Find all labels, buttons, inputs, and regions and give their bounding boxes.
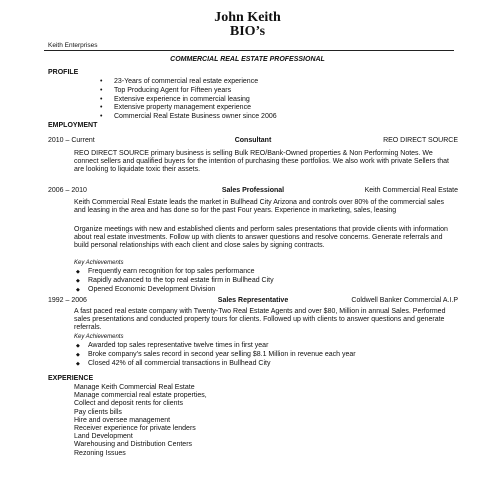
job-description: A fast paced real estate company with Twenty-Two Real Estate Agents and over $80, Million in annual Sales. Performed sales presentations and conducted property tours for clients. Followed up with clients to answer questions and generate referrals.	[74, 308, 446, 332]
experience-heading: EXPERIENCE	[48, 375, 94, 382]
profile-list	[100, 78, 277, 122]
list-item: • Top Producing Agent for Fifteen years	[100, 87, 277, 96]
job-organization: Keith Commercial Real Estate	[364, 187, 458, 194]
employment-heading: EMPLOYMENT	[48, 122, 98, 129]
job-dates: 2010 – Current	[48, 137, 95, 144]
job-description: Organize meetings with new and established clients and perform sales presentations that provide clients with information about real estate investments. Follow up with clients to answer questions and resolve concerns. Generate referrals and build personal relationships with each client and close sales by signing contracts.	[74, 226, 448, 250]
job-header	[48, 137, 458, 146]
list-item: Hire and oversee management	[74, 416, 171, 424]
job-description: REO DIRECT SOURCE primary business is selling Bulk REO/Bank-Owned properties & Non Performing Notes. We connect sellers and qualified buyers for the intention of purchasing these portfolios. We also work with private Sellers that are looking to liquidate toxic their assets.	[74, 150, 449, 174]
list-item: • Commercial Real Estate Business owner since 2006	[100, 113, 277, 122]
profile-heading: PROFILE	[48, 69, 79, 76]
list-item: Rezoning Issues	[74, 449, 126, 457]
list-item: Manage Keith Commercial Real Estate	[74, 384, 195, 391]
list-item: ◆ Closed 42% of all commercial transactions in Bullhead City	[76, 360, 356, 369]
job-organization: Coldwell Banker Commercial A.I.P	[351, 297, 458, 304]
professional-headline: COMMERCIAL REAL ESTATE PROFESSIONAL	[170, 56, 325, 63]
job-description: Keith Commercial Real Estate leads the market in Bullhead City Arizona and controls over 80% of the commercial sales and leasing in the area and has done so for the past Four years. Experience in marketing, sales, leasing	[74, 199, 445, 215]
list-item: Warehousing and Distribution Centers	[74, 441, 193, 449]
list-item: • 23-Years of commercial real estate experience	[100, 78, 277, 87]
job-title: Sales Representative	[217, 297, 289, 304]
job-header	[48, 187, 458, 196]
list-item: ◆ Frequently earn recognition for top sales performance	[76, 268, 274, 277]
achievements-list	[76, 342, 356, 368]
header-divider	[44, 50, 454, 51]
company-name: Keith Enterprises	[48, 42, 98, 49]
list-item: Receiver experience for private lenders	[74, 425, 196, 433]
job-dates: 2006 – 2010	[48, 187, 87, 194]
job-dates: 1992 – 2006	[48, 297, 87, 304]
list-item: • Extensive experience in commercial leasing	[100, 96, 277, 105]
list-item: • Extensive property management experience	[100, 104, 277, 113]
job-title: Sales Professional	[221, 187, 285, 194]
list-item: ◆ Awarded top sales representative twelve times in first year	[76, 342, 356, 351]
job-organization: REO DIRECT SOURCE	[383, 137, 458, 144]
achievements-list	[76, 268, 274, 294]
list-item: Land Development	[74, 433, 133, 441]
list-item: Pay clients bills	[74, 408, 122, 416]
job-title: Consultant	[234, 137, 272, 144]
key-achievements-label: Key Achievements	[74, 334, 124, 340]
list-item: ◆ Rapidly advanced to the top real estate firm in Bullhead City	[76, 277, 274, 286]
list-item: Collect and deposit rents for clients	[74, 400, 183, 408]
experience-list	[74, 384, 207, 458]
list-item: Manage commercial real estate properties,	[74, 392, 207, 400]
document-subtitle: BIO’s	[229, 24, 266, 39]
job-header	[48, 297, 458, 306]
person-name: John Keith	[214, 10, 281, 25]
list-item: ◆ Opened Economic Development Division	[76, 286, 274, 295]
list-item: ◆ Broke company’s sales record in second year selling $8.1 Million in revenue each year	[76, 351, 356, 360]
key-achievements-label: Key Achievements	[74, 260, 124, 266]
